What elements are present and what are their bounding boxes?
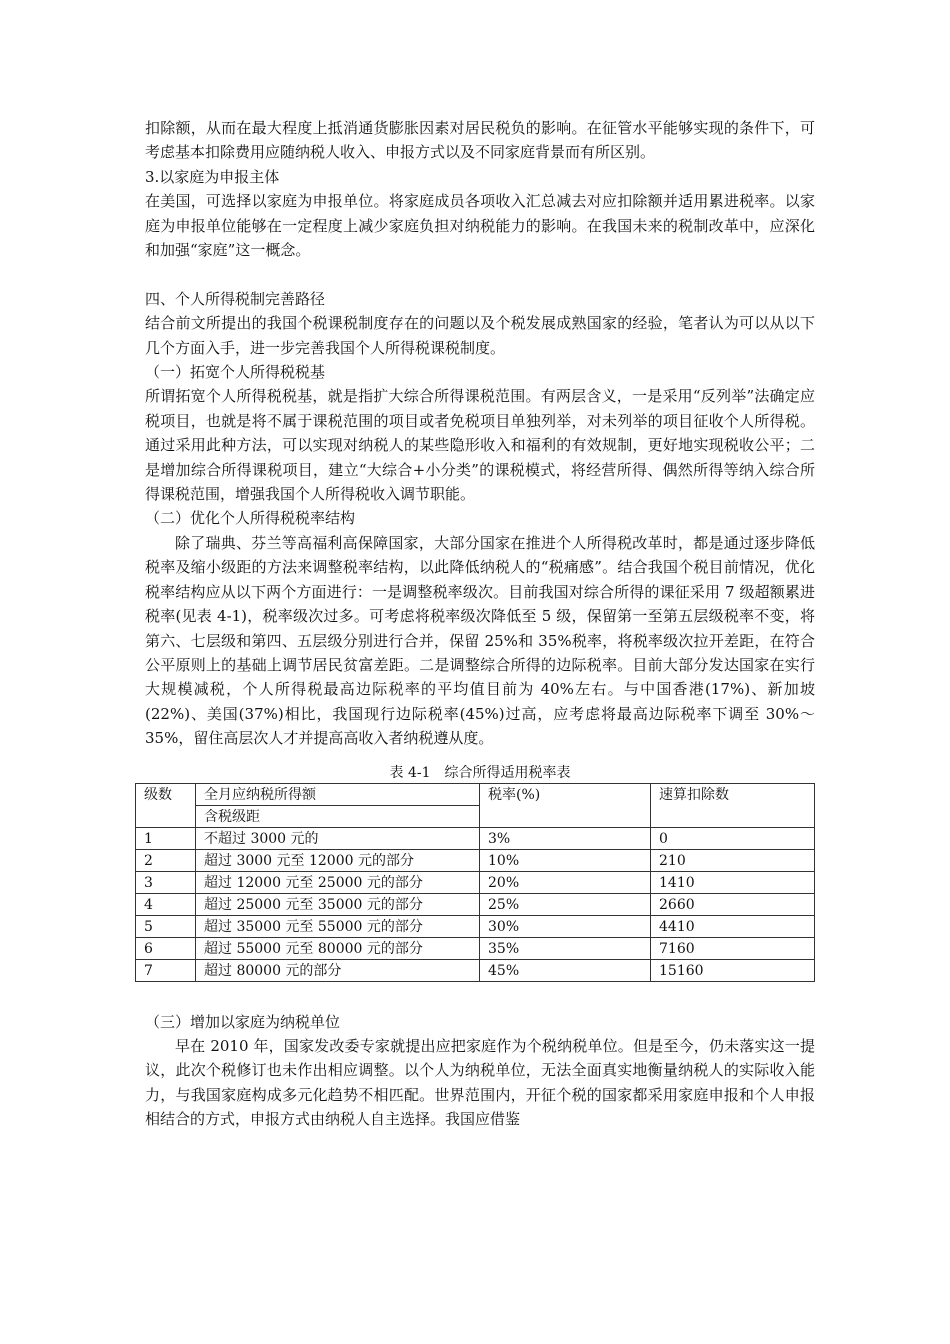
header-level: 级数 — [136, 783, 196, 827]
subheading-1: （一）拓宽个人所得税税基 — [145, 363, 326, 382]
cell-deduction: 2660 — [651, 893, 815, 915]
cell-range: 不超过 3000 元的 — [196, 827, 480, 849]
paragraph-deduction: 扣除额，从而在最大程度上抵消通货膨胀因素对居民税负的影响。在征管水平能够实现的条件下，可考虑基本扣除费用应随纳税人收入、申报方式以及不同家庭背景而有所区别。 — [145, 119, 815, 162]
cell-level: 4 — [136, 893, 196, 915]
header-income-sub: 含税级距 — [196, 805, 480, 827]
table-caption: 表 4-1 综合所得适用税率表 — [389, 764, 571, 781]
heading-family-filing: 3.以家庭为申报主体 — [145, 167, 280, 186]
cell-level: 3 — [136, 871, 196, 893]
table-header-row — [136, 783, 815, 805]
cell-range: 超过 35000 元至 55000 元的部分 — [196, 915, 480, 937]
table-row — [136, 849, 815, 871]
cell-deduction: 4410 — [651, 915, 815, 937]
cell-range: 超过 3000 元至 12000 元的部分 — [196, 849, 480, 871]
cell-deduction: 0 — [651, 827, 815, 849]
cell-deduction: 7160 — [651, 937, 815, 959]
cell-range: 超过 25000 元至 35000 元的部分 — [196, 893, 480, 915]
cell-level: 5 — [136, 915, 196, 937]
table-row — [136, 959, 815, 981]
blank-line — [145, 262, 815, 286]
paragraph-tax-rate: 除了瑞典、芬兰等高福利高保障国家，大部分国家在推进个人所得税改革时，都是通过逐步降低税率及缩小级距的方法来调整税率结构，以此降低纳税人的“税痛感”。结合我国个税目前情况，优化税率结构应从以下两个方面进行：一是调整税率级次。目前我国对综合所得的课征采用 7 级超额累进税率(见表 4-1)，税率级次过多。可考虑将税率级次降低至 5 级，保留第一至第五层级税率不变，将第六、七层级和第四、五层级分别进行合并，保留 25%和 35%税率，将税率级次拉开差距，在符合公平原则上的基础上调节居民贫富差距。二是调整综合所得的边际税率。目前大部分发达国家在实行大规模减税，个人所得税最高边际税率的平均值目前为 40%左右。与中国香港(17%)、新加坡(22%)、美国(37%)相比，我国现行边际税率(45%)过高，应考虑将最高边际税率下调至 30%～35%，留住高层次人才并提高高收入者纳税遵从度。 — [145, 533, 815, 748]
header-deduction: 速算扣除数 — [651, 783, 815, 827]
tax-rate-table — [135, 783, 815, 982]
cell-rate: 30% — [480, 915, 651, 937]
section-heading-4: 四、个人所得税制完善路径 — [145, 289, 326, 308]
paragraph-tax-base: 所谓拓宽个人所得税税基，就是指扩大综合所得课税范围。有两层含义，一是采用“反列举”法确定应税项目，也就是将不属于课税范围的项目或者免税项目单独列举，对未列举的项目征收个人所得税。通过采用此种方法，可以实现对纳税人的某些隐形收入和福利的有效规制，更好地实现税收公平；二是增加综合所得课税项目，建立“大综合+小分类”的课税模式，将经营所得、偶然所得等纳入综合所得课税范围，增强我国个人所得税收入调节职能。 — [145, 387, 815, 504]
cell-rate: 25% — [480, 893, 651, 915]
table-row — [136, 871, 815, 893]
header-rate: 税率(%) — [480, 783, 651, 827]
cell-rate: 35% — [480, 937, 651, 959]
cell-deduction: 210 — [651, 849, 815, 871]
section-intro: 结合前文所提出的我国个税课税制度存在的问题以及个税发展成熟国家的经验，笔者认为可以从以下几个方面入手，进一步完善我国个人所得税课税制度。 — [145, 314, 815, 357]
table-row — [136, 915, 815, 937]
subheading-2: （二）优化个人所得税税率结构 — [145, 509, 356, 528]
cell-level: 1 — [136, 827, 196, 849]
cell-level: 2 — [136, 849, 196, 871]
cell-deduction: 1410 — [651, 871, 815, 893]
cell-rate: 45% — [480, 959, 651, 981]
cell-range: 超过 55000 元至 80000 元的部分 — [196, 937, 480, 959]
cell-range: 超过 12000 元至 25000 元的部分 — [196, 871, 480, 893]
document-body — [145, 116, 815, 1132]
table-row — [136, 937, 815, 959]
table-row — [136, 827, 815, 849]
header-income: 全月应纳税所得额 — [196, 783, 480, 805]
cell-deduction: 15160 — [651, 959, 815, 981]
cell-level: 6 — [136, 937, 196, 959]
cell-rate: 10% — [480, 849, 651, 871]
cell-range: 超过 80000 元的部分 — [196, 959, 480, 981]
paragraph-us-family: 在美国，可选择以家庭为申报单位。将家庭成员各项收入汇总减去对应扣除额并适用累进税率。以家庭为申报单位能够在一定程度上减少家庭负担对纳税能力的影响。在我国未来的税制改革中，应深化和加强“家庭”这一概念。 — [145, 192, 815, 260]
cell-level: 7 — [136, 959, 196, 981]
subheading-3: （三）增加以家庭为纳税单位 — [145, 1012, 341, 1031]
cell-rate: 20% — [480, 871, 651, 893]
table-row — [136, 893, 815, 915]
paragraph-family-unit: 早在 2010 年，国家发改委专家就提出应把家庭作为个税纳税单位。但是至今，仍未落实这一提议，此次个税修订也未作出相应调整。以个人为纳税单位，无法全面真实地衡量纳税人的实际收入能力，与我国家庭构成多元化趋势不相匹配。世界范围内，开征个税的国家都采用家庭申报和个人申报相结合的方式，申报方式由纳税人自主选择。我国应借鉴 — [145, 1036, 815, 1129]
cell-rate: 3% — [480, 827, 651, 849]
